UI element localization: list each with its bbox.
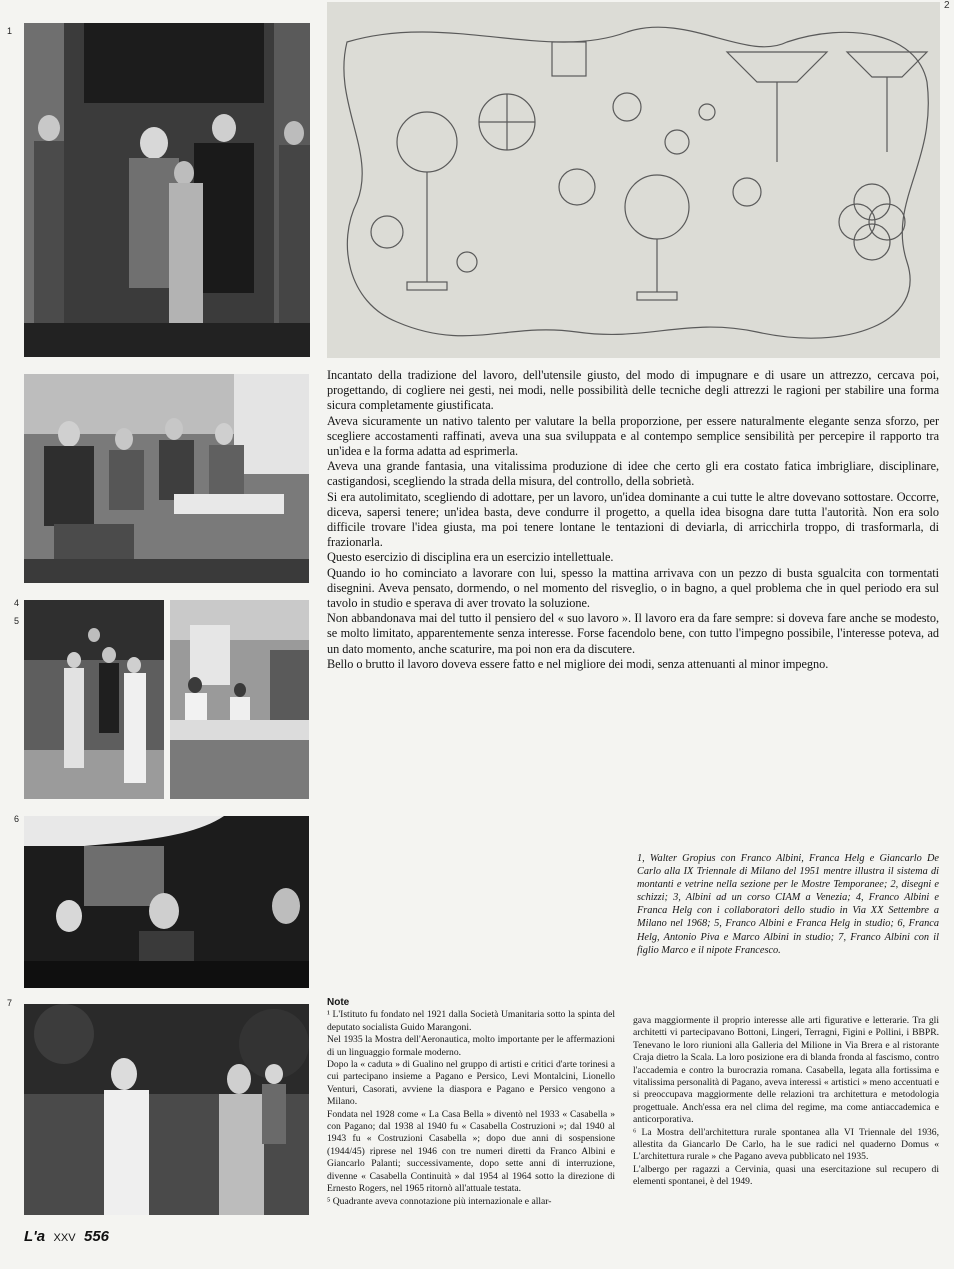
sketch-lamps-drawings (327, 2, 940, 358)
note-paragraph: Fondata nel 1928 come « La Casa Bella » diventò nel 1933 « Casabella » con Pagano; dal 1938 al 1940 fu « Casabella Costruzioni »; dal 1940 al 1943 fu « Costruzioni Casabella »; dopo due anni di sospensione (1944/45) riprese nel 1946 con tre numeri diretti da Franco Albini e Giancarlo Palanti; successivamente, dopo sette anni di interruzione, divenne « Casabella Continuità » dal 1954 al 1964 sotto la direzione di Ernesto Rogers, nel 1965 ritornò all'attuale testata. (327, 1108, 615, 1195)
figure-number-6: 6 (14, 814, 20, 824)
figure-caption: 1, Walter Gropius con Franco Albini, Franca Helg e Giancarlo De Carlo alla IX Triennale di Milano del 1951 mentre illustra il sistema di montanti e vetrine nella sezione per le Mostre Temporanee; 2, disegni e schizzi; 3, Albini ad un corso CIAM a Venezia; 4, Franco Albini e Franca Helg con i collaboratori dello studio in Via XX Settembre a Milano nel 1968; 5, Franco Albini e Franca Helg in studio; 6, Franca Helg, Antonio Piva e Marco Albini in studio; 7, Franco Albini con il figlio Marco e il nipote Francesco. (637, 853, 939, 956)
main-article-text (327, 368, 939, 672)
figure-number-1: 1 (7, 26, 13, 36)
photo-1-gropius-albini (24, 23, 310, 357)
volume-number: XXV (53, 1232, 76, 1244)
note-paragraph: ⁵ Quadrante aveva connotazione più internazionale e allar- (327, 1195, 552, 1207)
note-paragraph: gava maggiormente il proprio interesse alle arti figurative e letterarie. Tra gli architetti vi partecipavano Bottoni, Lingeri, Terragni, Figini e Pollini, i BBPR. Tenevano le loro riunioni alla Galleria del Milione in Via Brera e al ristorante Craja dietro la Scala. La loro posizione era di blanda fronda al fascismo, contro l'accademia e contro la burocrazia romana. Casabella, legata alla fortissima e vitalissima personalità di Pagano, aveva interessi « artistici » meno accentuati e si preoccupava maggiormente delle relazioni tra architettura e metodologia progettuale. Anch'essa era nel clima del regime, ma come antiaccademica e anticorporativa. (633, 1015, 939, 1126)
page-footer (24, 1228, 109, 1246)
paragraph: Incantato della tradizione del lavoro, dell'utensile giusto, del modo di impugnare e di usare un attrezzo, cercava poi, progettando, di cogliere nei gesti, nei modi, nelle possibilità delle tecniche degli attrezzi le ragioni per stabilire una forma sicura completamente giustificata. (327, 368, 939, 413)
page-number: 556 (84, 1228, 110, 1245)
photo-3-ciam-course (24, 374, 309, 583)
note-paragraph: L'albergo per ragazzi a Cervinia, quasi una esercitazione sul recupero di elementi spontanei, è del 1949. (633, 1163, 939, 1188)
figure-number-5: 5 (14, 616, 20, 626)
notes-left-column (327, 997, 615, 1208)
notes-title: Note (327, 997, 350, 1008)
magazine-logo: L'a (24, 1228, 46, 1245)
paragraph: Bello o brutto il lavoro doveva essere fatto e nel migliore dei modi, senza attenuanti al minor impegno. (327, 656, 829, 671)
figure-number-4: 4 (14, 598, 20, 608)
note-paragraph: ¹ L'Istituto fu fondato nel 1921 dalla Società Umanitaria sotto la spinta del deputato socialista Guido Marangoni. (327, 1009, 615, 1033)
photo-4-studio-staff (24, 600, 164, 799)
photo-5-studio-interior (170, 600, 309, 799)
paragraph: Questo esercizio di disciplina era un esercizio intellettuale. (327, 550, 614, 565)
paragraph: Si era autolimitato, scegliendo di adottare, per un lavoro, un'idea dominante a cui tutte le altre dovevano sottostare. Occorre, diceva, sapersi tenere; un'idea basta, deve condurre il progetto, a quella idea bisogna dare tutta l'autorità. Non era solo difficile trovare l'idea giusta, ma poi tenere lontane le tentazioni di deviarla, di arricchirla troppo, di trasformarla, di frazionarla. (327, 489, 939, 550)
note-paragraph: Dopo la « caduta » di Gualino nel gruppo di artisti e critici d'arte torinesi a cui partecipano insieme a Pagano e Persico, Levi Montalcini, Lionello Venturi, Casorati, avviene la diaspora e Pagano e Persico vengono a Milano. (327, 1059, 615, 1108)
paragraph: Aveva sicuramente un nativo talento per valutare la bella proporzione, per essere naturalmente elegante senza sforzo, per scegliere accostamenti raffinati, aveva una sua sviluppata e al contempo semplice sensibilità per percepire il rapporto tra un'idea e la forma adatta ad esprimerla. (327, 413, 939, 459)
photo-7-albini-family (24, 1004, 309, 1215)
paragraph: Non abbandonava mai del tutto il pensiero del « suo lavoro ». Il lavoro era da fare sempre: si doveva fare anche se modesto, se molto limitato, apparentemente senza interesse. Forse facendolo bene, con tutto l'impegno possibile, l'interesse poteva, ad un dato momento, anche scaturire, ma poi non era da discutere. (327, 611, 939, 656)
paragraph: Quando io ho cominciato a lavorare con lui, spesso la mattina arrivava con un pezzo di busta sgualcita con tormentati disegnini. Aveva pensato, dormendo, o nel momento del risveglio, o in bagno, a quel problema che in quel periodo era sul tavolo in studio e sperava di aver trovato la soluzione. (327, 565, 939, 611)
photo-6-studio-helg-piva (24, 816, 309, 988)
notes-right-column (633, 1015, 939, 1189)
figure-number-7: 7 (7, 998, 13, 1008)
paragraph: Aveva una grande fantasia, una vitalissima produzione di idee che certo gli era costato fatica imbrigliare, disciplinare, castigandosi, scegliendo la strada della misura, del controllo, della sobrietà. (327, 459, 939, 489)
note-paragraph: Nel 1935 la Mostra dell'Aeronautica, molto importante per le affermazioni di un linguaggio formale moderno. (327, 1034, 615, 1058)
note-paragraph: ⁶ La Mostra dell'architettura rurale spontanea alla VI Triennale del 1936, allestita da Giancarlo De Carlo, ha le sue radici nel quaderno Domus « L'architettura rurale » che Pagano aveva pubblicato nel 1935. (633, 1126, 939, 1163)
page-corner-number: 2 (944, 0, 950, 11)
